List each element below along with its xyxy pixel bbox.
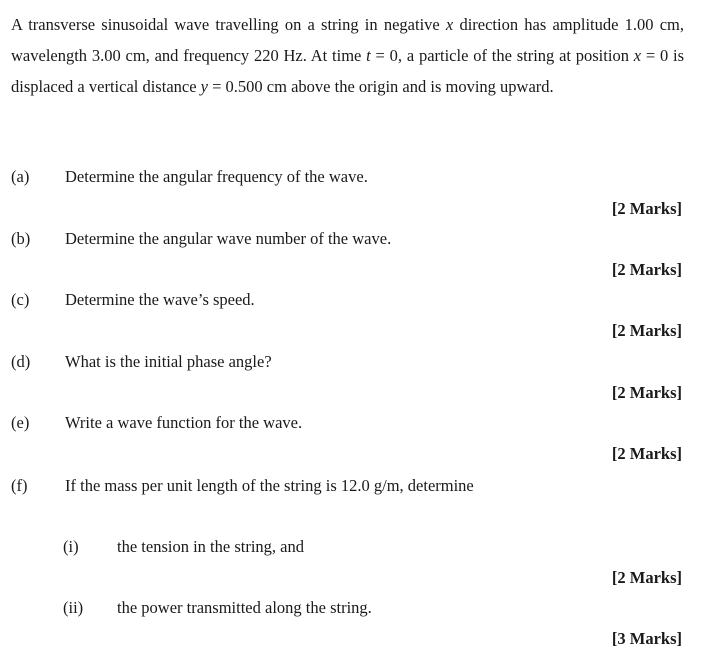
question-e-label: (e) <box>11 413 30 432</box>
question-f-label: (f) <box>11 476 28 495</box>
variable-y: y <box>200 77 208 96</box>
question-c-text: Determine the wave’s speed. <box>65 290 255 309</box>
variable-t: t <box>366 46 371 65</box>
variable-x: x <box>633 46 642 65</box>
question-d-marks: [2 Marks] <box>611 383 682 402</box>
intro-text-3: = 0, a particle of the string at position <box>370 46 634 65</box>
variable-x: x <box>445 15 454 34</box>
intro-text-1: A transverse sinusoidal wave travelling on a string in negative <box>11 15 446 34</box>
question-e-marks: [2 Marks] <box>611 444 682 463</box>
question-b-label: (b) <box>11 229 31 248</box>
intro-text-5: = 0.500 cm above the origin and is moving upward. <box>208 77 554 96</box>
subquestion-i-text: the tension in the string, and <box>117 537 304 556</box>
intro-text-2: direction has amplitude 1.00 cm, wavelength 3.00 cm, and frequency 220 Hz. At time <box>11 15 684 65</box>
question-a-marks: [2 Marks] <box>611 199 682 218</box>
question-a-label: (a) <box>11 167 30 186</box>
problem-statement <box>11 9 684 102</box>
question-d-text: What is the initial phase angle? <box>65 352 272 371</box>
question-b-marks: [2 Marks] <box>611 260 682 279</box>
question-c-label: (c) <box>11 290 30 309</box>
subquestion-ii-label: (ii) <box>63 598 84 617</box>
question-f-text: If the mass per unit length of the string is 12.0 g/m, determine <box>65 476 474 495</box>
question-e-text: Write a wave function for the wave. <box>65 413 303 432</box>
subquestion-ii-marks: [3 Marks] <box>611 629 682 648</box>
question-a-text: Determine the angular frequency of the wave. <box>65 167 368 186</box>
subquestion-ii-text: the power transmitted along the string. <box>117 598 372 617</box>
subquestion-i-marks: [2 Marks] <box>611 568 682 587</box>
question-b-text: Determine the angular wave number of the wave. <box>65 229 392 248</box>
question-d-label: (d) <box>11 352 31 371</box>
subquestion-i-label: (i) <box>63 537 79 556</box>
question-c-marks: [2 Marks] <box>611 321 682 340</box>
intro-text-4: = 0 is displaced a vertical distance <box>11 46 685 96</box>
